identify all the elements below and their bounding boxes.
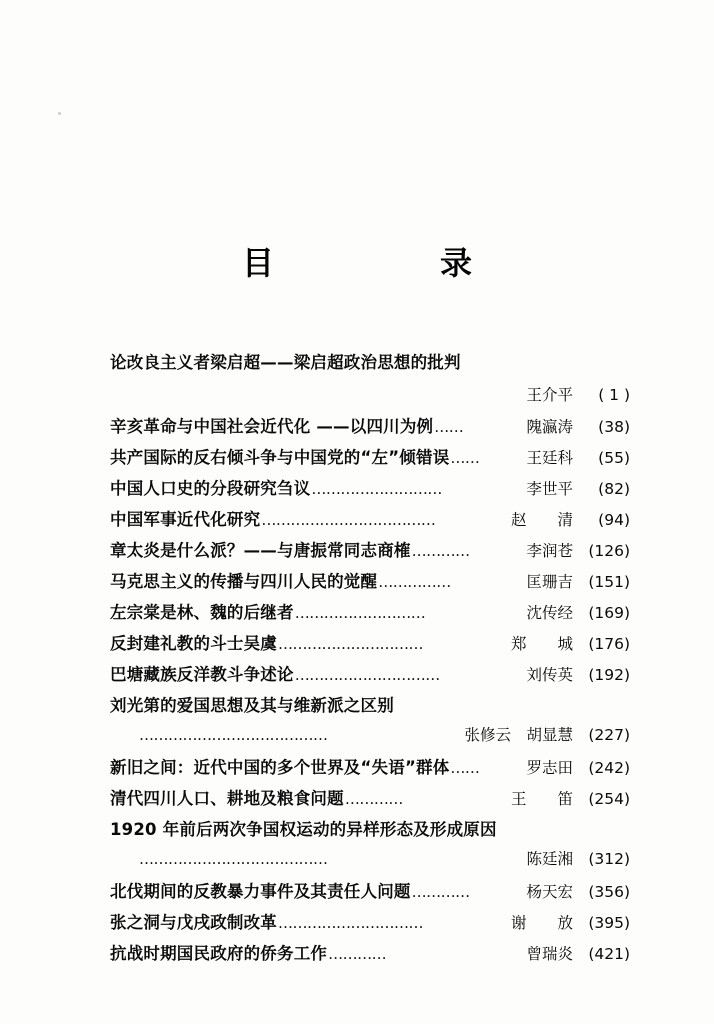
toc-entry-author: 谢 放	[510, 914, 573, 932]
table-of-contents	[110, 348, 630, 970]
toc-entry-page: (421)	[588, 945, 630, 963]
toc-entry-title: 巴塘藏族反洋教斗争述论	[110, 665, 294, 684]
toc-entry-author: 沈传经	[526, 604, 573, 622]
toc-entry[interactable]	[110, 567, 630, 597]
toc-leader: …………………………………	[139, 726, 328, 744]
toc-entry-author: 匡珊吉	[526, 573, 573, 591]
toc-entry[interactable]	[110, 784, 630, 814]
toc-entry-page: (82)	[598, 480, 630, 498]
toc-entry[interactable]	[110, 474, 630, 504]
toc-entry-title: 反封建礼教的斗士吴虞	[110, 634, 277, 653]
toc-leader: …………………………	[278, 914, 423, 932]
toc-entry-page: ( 1 )	[598, 386, 630, 404]
toc-leader: ………………………	[311, 480, 442, 498]
toc-entry-author: 张修云 胡显慧	[464, 726, 573, 744]
toc-leader: …………	[344, 790, 403, 808]
toc-entry-page: (356)	[588, 883, 630, 901]
toc-entry-title: 左宗棠是林、魏的后继者	[110, 603, 294, 622]
toc-leader: ……………	[378, 573, 451, 591]
toc-entry[interactable]	[110, 412, 630, 442]
toc-entry-page: (254)	[588, 790, 630, 808]
toc-entry[interactable]	[110, 908, 630, 938]
toc-entry-page: (94)	[598, 511, 630, 529]
toc-entry-author: 曾瑞炎	[526, 945, 573, 963]
toc-entry[interactable]	[110, 629, 630, 659]
toc-leader: ………………………	[294, 604, 426, 622]
toc-entry-title: 论改良主义者梁启超——梁启超政治思想的批判	[110, 353, 461, 372]
toc-entry-page: (38)	[598, 418, 630, 436]
toc-entry-page: (169)	[588, 604, 630, 622]
toc-entry-author: 刘传英	[526, 666, 573, 684]
page-speck	[58, 112, 61, 115]
toc-entry-author: 李润苍	[526, 542, 573, 560]
toc-entry-continuation	[110, 847, 630, 877]
toc-entry-title: 马克思主义的传播与四川人民的觉醒	[110, 572, 378, 591]
toc-entry-page: (151)	[588, 573, 630, 591]
toc-entry-page: (227)	[588, 726, 630, 744]
toc-leader: …………………………………	[139, 850, 328, 868]
toc-entry-title: 刘光第的爱国思想及其与维新派之区别	[110, 696, 394, 715]
toc-entry-author: 李世平	[526, 480, 573, 498]
toc-entry-page: (55)	[598, 449, 630, 467]
toc-entry-page: (242)	[588, 759, 630, 777]
toc-entry[interactable]	[110, 660, 630, 690]
toc-leader: …………	[411, 542, 470, 560]
toc-leader: …………	[411, 883, 470, 901]
toc-entry-title: 辛亥革命与中国社会近代化 ——以四川为例	[110, 417, 434, 436]
toc-entry-author: 赵 清	[510, 511, 573, 529]
toc-leader: …………	[328, 945, 387, 963]
toc-entry-author: 王廷科	[526, 449, 573, 467]
toc-entry-page: (395)	[588, 914, 630, 932]
toc-leader: ……	[434, 418, 464, 436]
toc-entry-page: (176)	[588, 635, 630, 653]
toc-entry[interactable]	[110, 815, 630, 846]
toc-entry-page: (192)	[588, 666, 630, 684]
toc-entry-author: 杨天宏	[526, 883, 573, 901]
toc-entry-author: 郑 城	[510, 635, 573, 653]
toc-entry-author: 罗志田	[526, 759, 573, 777]
toc-entry-continuation	[110, 723, 630, 753]
toc-entry[interactable]	[110, 505, 630, 535]
toc-entry-author: 隗瀛涛	[526, 418, 573, 436]
toc-entry-author: 王 笛	[510, 790, 573, 808]
toc-entry-page: (312)	[588, 850, 630, 868]
toc-entry[interactable]	[110, 348, 630, 379]
toc-leader: …………………………	[294, 666, 440, 684]
toc-entry-title: 新旧之间：近代中国的多个世界及“失语”群体	[110, 758, 450, 777]
toc-leader: ………………………………	[261, 511, 436, 529]
toc-entry[interactable]	[110, 691, 630, 722]
toc-entry-title: 章太炎是什么派？——与唐振常同志商榷	[110, 541, 411, 560]
toc-entry-title: 北伐期间的反教暴力事件及其责任人问题	[110, 882, 411, 901]
toc-entry[interactable]	[110, 598, 630, 628]
toc-entry-title: 中国人口史的分段研究刍议	[110, 479, 311, 498]
toc-entry-title: 共产国际的反右倾斗争与中国党的“左”倾错误	[110, 448, 450, 467]
toc-entry[interactable]	[110, 753, 630, 783]
page-title: 目 录	[241, 244, 506, 282]
toc-entry[interactable]	[110, 939, 630, 969]
toc-leader: ……	[450, 449, 480, 467]
toc-entry[interactable]	[110, 877, 630, 907]
toc-entry[interactable]	[110, 443, 630, 473]
toc-entry-continuation	[110, 380, 630, 411]
toc-entry-title: 抗战时期国民政府的侨务工作	[110, 944, 328, 963]
toc-entry-author: 陈廷湘	[526, 850, 573, 868]
toc-entry-page: (126)	[588, 542, 630, 560]
toc-entry-title: 清代四川人口、耕地及粮食问题	[110, 789, 344, 808]
toc-entry[interactable]	[110, 536, 630, 566]
toc-leader: ……	[450, 759, 480, 777]
toc-entry-author: 王介平	[526, 386, 573, 404]
toc-leader: …………………………	[278, 635, 423, 653]
toc-entry-title: 张之洞与戊戌政制改革	[110, 913, 277, 932]
toc-entry-title: 1920 年前后两次争国权运动的异样形态及形成原因	[110, 820, 497, 839]
toc-entry-title: 中国军事近代化研究	[110, 510, 261, 529]
